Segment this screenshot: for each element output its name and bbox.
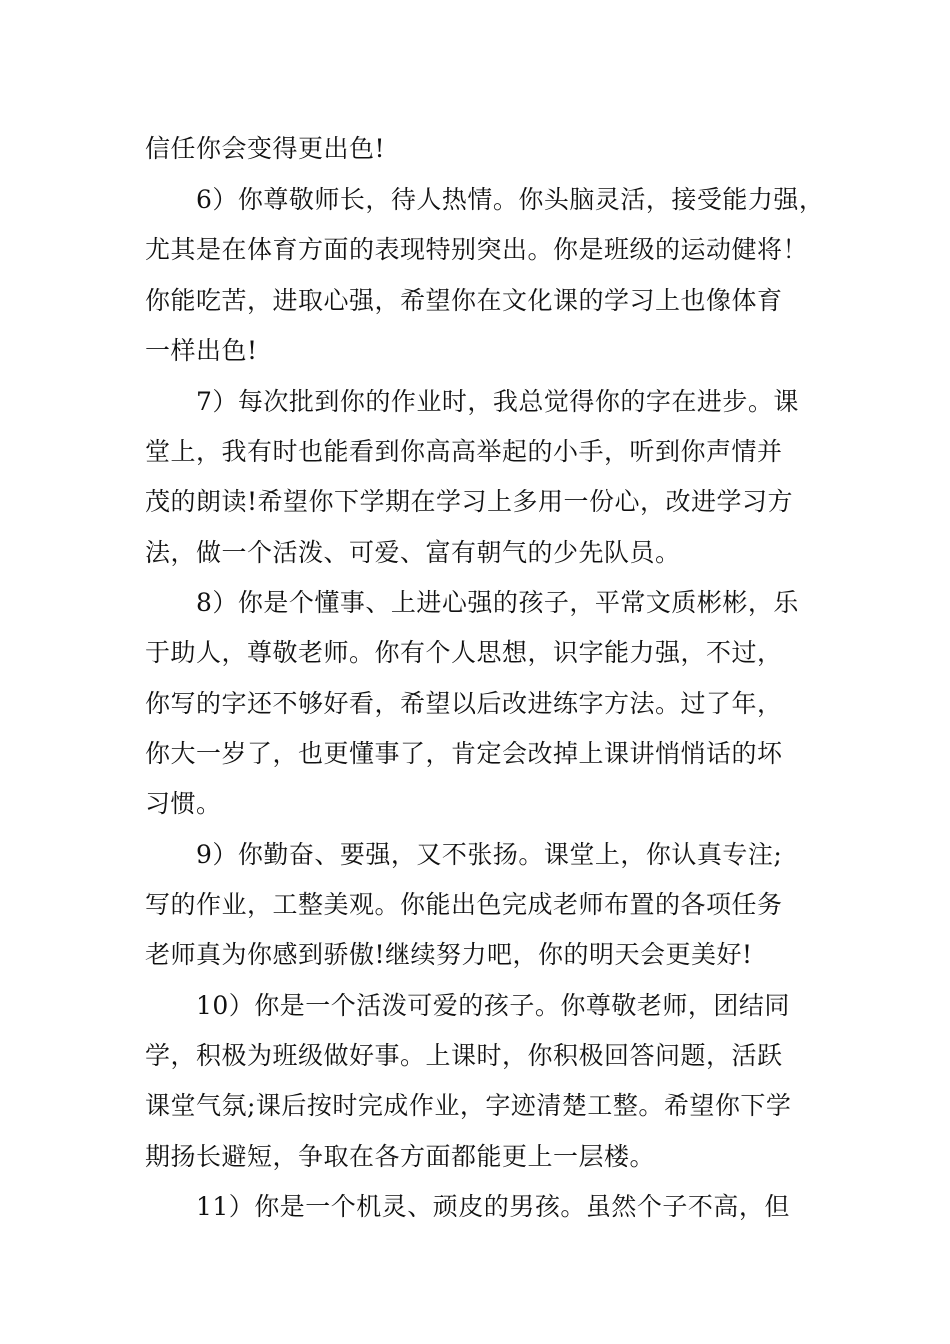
text-line: 你大一岁了，也更懂事了，肯定会改掉上课讲悄悄话的坏 <box>145 739 783 768</box>
paragraph-10-start: 10）你是一个活泼可爱的孩子。你尊敬老师，团结同 <box>196 991 790 1020</box>
text-line: 茂的朗读!希望你下学期在学习上多用一份心，改进学习方 <box>145 487 794 516</box>
text-line: 信任你会变得更出色! <box>145 134 386 163</box>
text-line: 尤其是在体育方面的表现特别突出。你是班级的运动健将！ <box>145 235 809 264</box>
paragraph-7-start: 7）每次批到你的作业时，我总觉得你的字在进步。课 <box>196 387 799 416</box>
text-line: 一样出色! <box>145 336 258 365</box>
text-line: 堂上，我有时也能看到你高高举起的小手，听到你声情并 <box>145 437 783 466</box>
text-line: 你写的字还不够好看，希望以后改进练字方法。过了年， <box>145 689 783 718</box>
text-line: 写的作业，工整美观。你能出色完成老师布置的各项任务 <box>145 890 783 919</box>
paragraph-8-start: 8）你是个懂事、上进心强的孩子，平常文质彬彬，乐 <box>196 588 799 617</box>
text-line: 你能吃苦，进取心强，希望你在文化课的学习上也像体育 <box>145 286 783 315</box>
text-line: 于助人，尊敬老师。你有个人思想，识字能力强，不过， <box>145 638 783 667</box>
paragraph-9-start: 9）你勤奋、要强，又不张扬。课堂上，你认真专注; <box>196 840 783 869</box>
text-line: 法，做一个活泼、可爱、富有朝气的少先队员。 <box>145 538 681 567</box>
paragraph-6-start: 6）你尊敬师长，待人热情。你头脑灵活，接受能力强， <box>196 185 825 214</box>
text-line: 习惯。 <box>145 789 222 818</box>
text-line: 期扬长避短，争取在各方面都能更上一层楼。 <box>145 1142 656 1171</box>
text-line: 老师真为你感到骄傲!继续努力吧，你的明天会更美好! <box>145 940 753 969</box>
paragraph-11-start: 11）你是一个机灵、顽皮的男孩。虽然个子不高，但 <box>196 1192 790 1221</box>
text-line: 学，积极为班级做好事。上课时，你积极回答问题，活跃 <box>145 1041 783 1070</box>
text-line: 课堂气氛;课后按时完成作业，字迹清楚工整。希望你下学 <box>145 1091 792 1120</box>
